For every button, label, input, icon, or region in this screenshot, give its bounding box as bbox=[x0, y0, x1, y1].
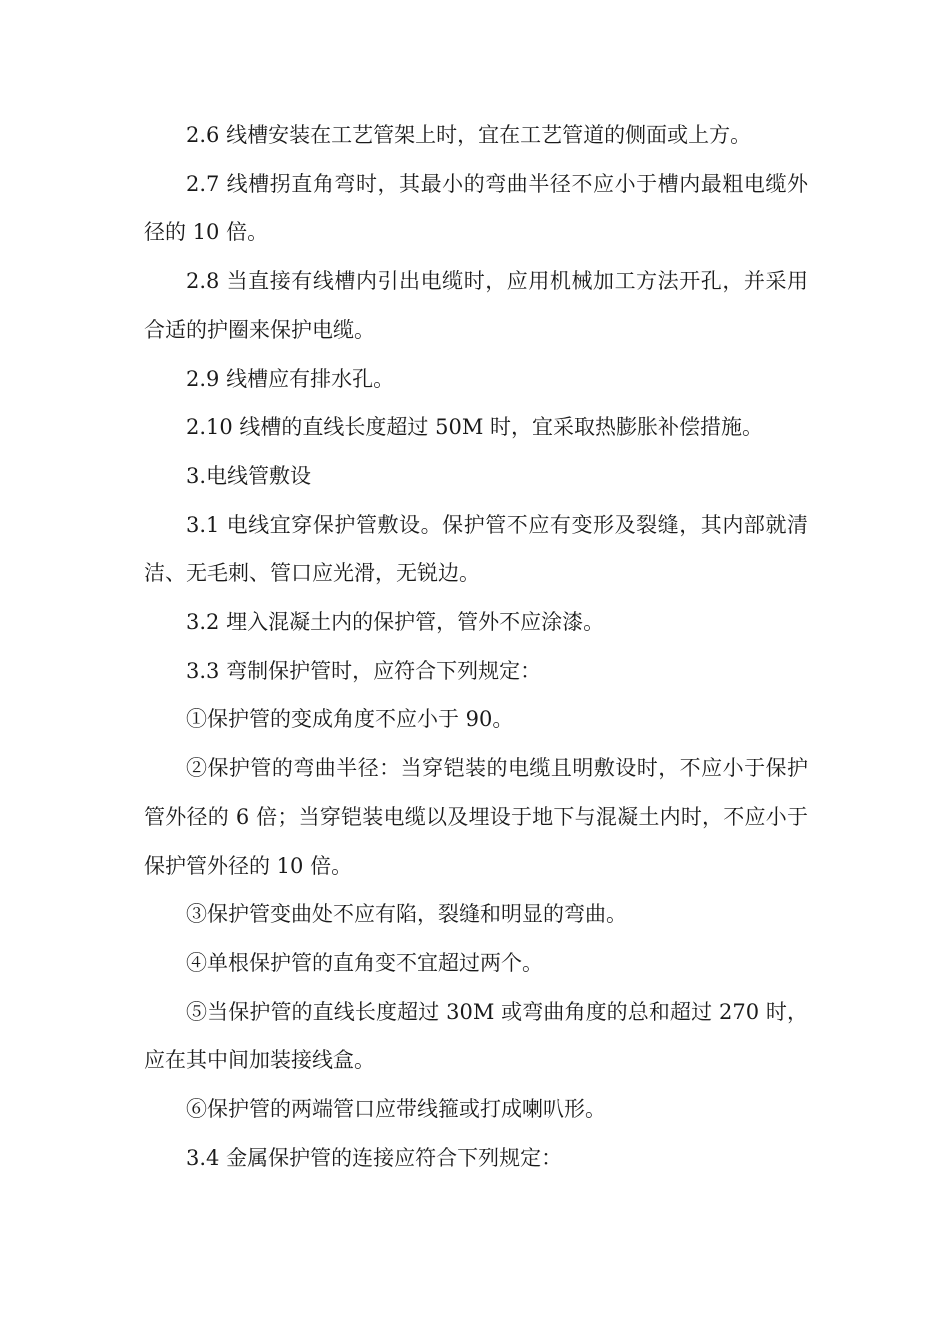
paragraph-3-1: 3.1 电线宜穿保护管敷设。保护管不应有变形及裂缝，其内部就清洁、无毛刺、管口应光滑，无锐边。 bbox=[144, 512, 808, 586]
document-body bbox=[144, 111, 808, 1182]
paragraph-2-9: 2.9 线槽应有排水孔。 bbox=[186, 366, 395, 391]
paragraph-3-4: 3.4 金属保护管的连接应符合下列规定： bbox=[186, 1145, 563, 1170]
paragraph-2-7: 2.7 线槽拐直角弯时，其最小的弯曲半径不应小于槽内最粗电缆外径的 10 倍。 bbox=[144, 171, 808, 245]
list-item-4: ④单根保护管的直角变不宜超过两个。 bbox=[186, 950, 543, 975]
list-item-1: ①保护管的变成角度不应小于 90。 bbox=[186, 707, 514, 732]
paragraph-2-10: 2.10 线槽的直线长度超过 50M 时，宜采取热膨胀补偿措施。 bbox=[186, 415, 764, 440]
list-item-6: ⑥保护管的两端管口应带线箍或打成喇叭形。 bbox=[186, 1097, 606, 1122]
paragraph-3-3: 3.3 弯制保护管时，应符合下列规定： bbox=[186, 658, 542, 683]
list-item-3: ③保护管变曲处不应有陷，裂缝和明显的弯曲。 bbox=[186, 902, 627, 927]
list-item-5: ⑤当保护管的直线长度超过 30M 或弯曲角度的总和超过 270 时，应在其中间加装接线盒。 bbox=[144, 999, 808, 1073]
list-item-2: ②保护管的弯曲半径：当穿铠装的电缆且明敷设时，不应小于保护管外径的 6 倍；当穿铠装电缆以及埋设于地下与混凝土内时，不应小于保护管外径的 10 倍。 bbox=[144, 756, 808, 878]
paragraph-3-2: 3.2 埋入混凝土内的保护管，管外不应涂漆。 bbox=[186, 610, 605, 635]
paragraph-2-6: 2.6 线槽安装在工艺管架上时，宜在工艺管道的侧面或上方。 bbox=[186, 123, 752, 147]
paragraph-2-8: 2.8 当直接有线槽内引出电缆时，应用机械加工方法开孔，并采用合适的护圈来保护电缆。 bbox=[144, 269, 808, 342]
section-heading-3: 3.电线管敷设 bbox=[186, 463, 312, 488]
